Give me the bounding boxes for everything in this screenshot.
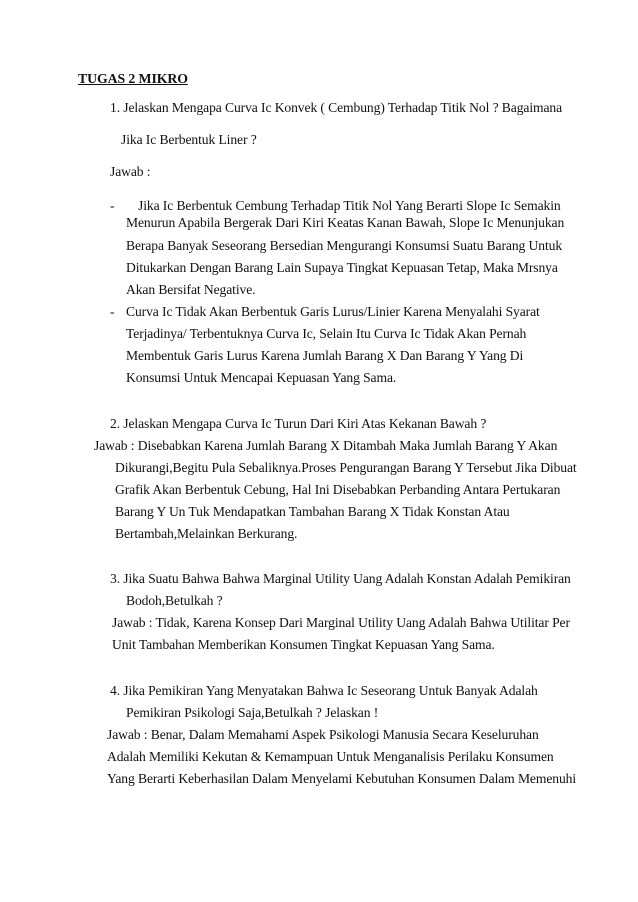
answer-1b-line-4: Konsumsi Untuk Mencapai Kepuasan Yang Sama. [126,370,397,385]
answer-3-line-1: Jawab : Tidak, Karena Konsep Dari Marginal Utility Uang Adalah Bahwa Utilitar Per [112,615,570,630]
answer-4-line-1: Jawab : Benar, Dalam Memahami Aspek Psikologi Manusia Secara Keseluruhan [107,727,539,742]
answer-label-1: Jawab : [110,164,151,179]
answer-1a-line-1: Jika Ic Berbentuk Cembung Terhadap Titik Nol Yang Berarti Slope Ic Semakin [138,198,561,213]
answer-1b-line-2: Terjadinya/ Terbentuknya Curva Ic, Selain Itu Curva Ic Tidak Akan Pernah [126,326,527,341]
question-1-line-1: 1. Jelaskan Mengapa Curva Ic Konvek ( Cembung) Terhadap Titik Nol ? Bagaimana [110,100,563,115]
document-title: TUGAS 2 MIKRO [78,71,188,86]
answer-4-line-2: Adalah Memiliki Kekutan & Kemampuan Untuk Menganalisis Perilaku Konsumen [107,749,554,764]
answer-2-line-2: Dikurangi,Begitu Pula Sebaliknya.Proses Pengurangan Barang Y Tersebut Jika Dibuat [115,460,577,475]
answer-2-line-3: Grafik Akan Berbentuk Cebung, Hal Ini Disebabkan Perbanding Antara Pertukaran [115,482,561,497]
answer-1b-line-1: Curva Ic Tidak Akan Berbentuk Garis Lurus/Linier Karena Menyalahi Syarat [126,304,540,319]
answer-1b-line-3: Membentuk Garis Lurus Karena Jumlah Barang X Dan Barang Y Yang Di [126,348,524,363]
answer-1a-line-4: Ditukarkan Dengan Barang Lain Supaya Tingkat Kepuasan Tetap, Maka Mrsnya [126,260,558,275]
answer-3-line-2: Unit Tambahan Memberikan Konsumen Tingkat Kepuasan Yang Sama. [112,637,495,652]
answer-4-line-3: Yang Berarti Keberhasilan Dalam Menyelami Kebutuhan Konsumen Dalam Memenuhi [107,771,577,786]
answer-1a-line-5: Akan Bersifat Negative. [126,282,256,297]
question-3-line-1: 3. Jika Suatu Bahwa Bahwa Marginal Utility Uang Adalah Konstan Adalah Pemikiran [110,571,571,586]
question-3-line-2: Bodoh,Betulkah ? [126,593,223,608]
question-1-line-2: Jika Ic Berbentuk Liner ? [121,132,257,147]
answer-2-line-5: Bertambah,Melainkan Berkurang. [115,526,298,541]
bullet-dash-1: - [110,198,115,213]
answer-2-line-1: Jawab : Disebabkan Karena Jumlah Barang X Ditambah Maka Jumlah Barang Y Akan [94,438,558,453]
answer-1a-line-2: Menurun Apabila Bergerak Dari Kiri Keatas Kanan Bawah, Slope Ic Menunjukan [126,215,565,230]
question-4-line-1: 4. Jika Pemikiran Yang Menyatakan Bahwa Ic Seseorang Untuk Banyak Adalah [110,683,538,698]
bullet-dash-2: - [110,304,115,319]
question-4-line-2: Pemikiran Psikologi Saja,Betulkah ? Jelaskan ! [126,705,379,720]
question-2: 2. Jelaskan Mengapa Curva Ic Turun Dari Kiri Atas Kekanan Bawah ? [110,416,487,431]
answer-2-line-4: Barang Y Un Tuk Mendapatkan Tambahan Barang X Tidak Konstan Atau [115,504,510,519]
answer-1a-line-3: Berapa Banyak Seseorang Bersedian Mengurangi Konsumsi Suatu Barang Untuk [126,238,563,253]
